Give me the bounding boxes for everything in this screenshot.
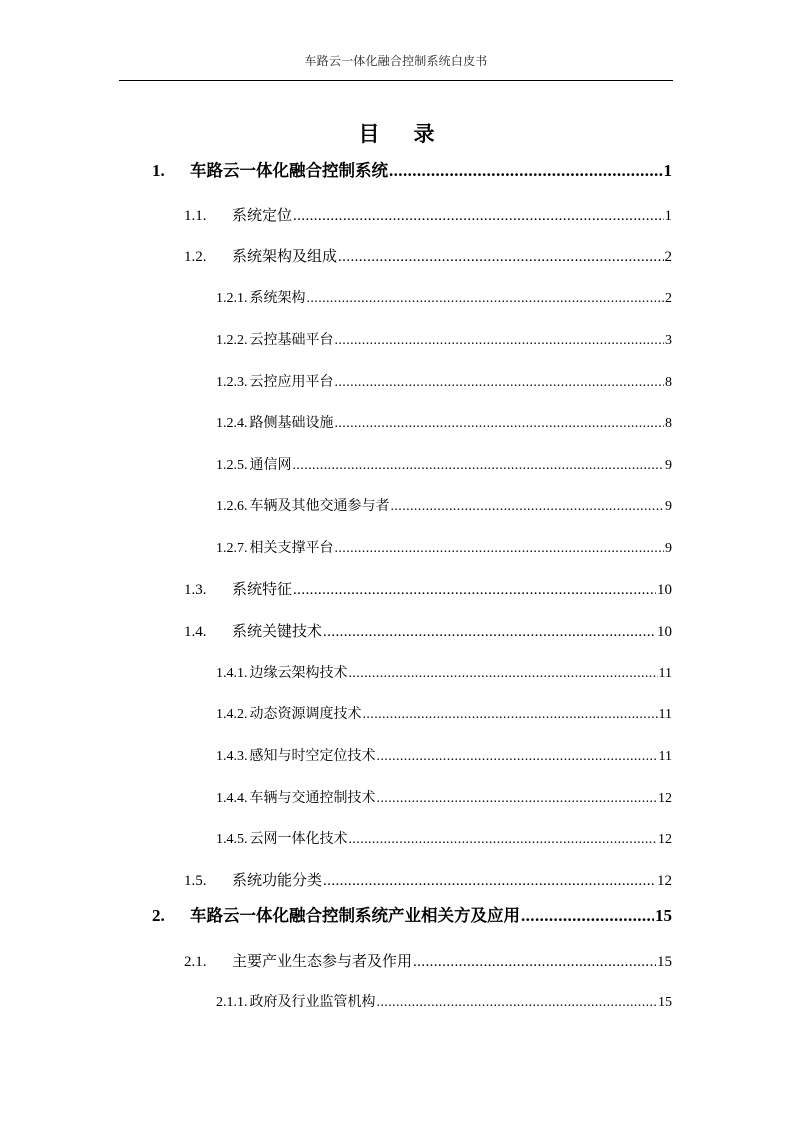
toc-entry-page: 15 — [655, 906, 672, 925]
toc-entry[interactable] — [216, 371, 672, 391]
toc-dot-leader — [349, 832, 658, 848]
toc-dot-leader — [335, 375, 665, 391]
toc-dot-leader — [335, 541, 665, 557]
toc-entry-page: 15 — [658, 995, 672, 1010]
toc-entry-page: 8 — [665, 416, 672, 431]
toc-dot-leader — [389, 161, 663, 181]
toc-entry-number: 1.2.1. — [216, 291, 248, 306]
toc-entry-label: 车路云一体化融合控制系统 — [190, 161, 388, 180]
toc-entry-number: 2.1. — [184, 954, 207, 970]
toc-entry-number: 1.2.3. — [216, 375, 248, 390]
toc-dot-leader — [377, 995, 658, 1011]
toc-dot-leader — [377, 749, 658, 765]
toc-entry-number: 1.4. — [184, 624, 207, 640]
header-divider — [119, 80, 673, 81]
toc-entry-label: 边缘云架构技术 — [249, 665, 348, 681]
toc-entry-page: 2 — [664, 249, 672, 265]
toc-entry-label: 系统架构及组成 — [232, 247, 338, 265]
toc-entry-page: 11 — [658, 666, 672, 681]
toc-entry-page: 10 — [657, 582, 672, 598]
toc-entry-label: 路侧基础设施 — [249, 415, 334, 431]
toc-entry-number: 1.4.4. — [216, 791, 248, 806]
toc-entry[interactable] — [184, 620, 672, 641]
toc-entry[interactable] — [216, 412, 672, 432]
toc-entry[interactable] — [184, 869, 672, 890]
toc-entry[interactable] — [216, 787, 672, 807]
toc-entry-label: 系统定位 — [232, 206, 293, 224]
toc-dot-leader — [335, 416, 665, 432]
toc-entry-label: 动态资源调度技术 — [249, 706, 362, 722]
toc-entry-page: 12 — [658, 791, 672, 806]
toc-entry-number: 1.4.1. — [216, 666, 248, 681]
toc-entry-label: 政府及行业监管机构 — [249, 994, 376, 1010]
toc-entry-page: 1 — [663, 161, 672, 180]
toc-entry[interactable] — [216, 745, 672, 765]
toc-entry-label: 系统功能分类 — [232, 871, 323, 889]
toc-entry-number: 1.4.5. — [216, 832, 248, 847]
toc-entry-page: 12 — [657, 873, 672, 889]
toc-entry-label: 系统特征 — [232, 580, 293, 598]
toc-entry[interactable] — [152, 902, 672, 926]
toc-entry[interactable] — [216, 454, 672, 474]
toc-dot-leader — [323, 873, 656, 890]
toc-title-left: 目 — [358, 122, 380, 146]
toc-entry-page: 9 — [665, 541, 672, 556]
toc-entry[interactable] — [216, 537, 672, 557]
toc-entry-number: 1.2.6. — [216, 499, 248, 514]
toc-entry[interactable] — [216, 329, 672, 349]
toc-title-right: 录 — [413, 122, 435, 146]
toc-entry-page: 9 — [665, 499, 672, 514]
toc-entry-label: 相关支撑平台 — [249, 540, 334, 556]
toc-entry-number: 2. — [152, 906, 165, 925]
toc-entry-number: 1.4.2. — [216, 707, 248, 722]
toc-entry[interactable] — [216, 828, 672, 848]
toc-entry-number: 1.4.3. — [216, 749, 248, 764]
toc-entry-page: 3 — [665, 333, 672, 348]
toc-entry[interactable] — [184, 204, 672, 225]
toc-entry-number: 1.3. — [184, 582, 207, 598]
toc-entry-label: 主要产业生态参与者及作用 — [232, 952, 413, 970]
toc-entry-number: 1.2.2. — [216, 333, 248, 348]
toc-dot-leader — [349, 666, 658, 682]
toc-entry-page: 1 — [664, 208, 672, 224]
toc-entry[interactable] — [216, 662, 672, 682]
toc-entry-number: 2.1.1. — [216, 995, 248, 1010]
toc-entry-number: 1.2. — [184, 249, 207, 265]
toc-dot-leader — [338, 249, 663, 266]
toc-entry-label: 云控基础平台 — [249, 332, 334, 348]
toc-entry-number: 1. — [152, 161, 165, 180]
toc-entry-label: 车路云一体化融合控制系统产业相关方及应用 — [190, 906, 520, 925]
toc-entry-label: 云控应用平台 — [249, 374, 334, 390]
toc-entry-label: 系统架构 — [249, 290, 306, 306]
toc-entry-label: 感知与时空定位技术 — [249, 748, 376, 764]
toc-dot-leader — [363, 707, 658, 723]
toc-entry[interactable] — [184, 245, 672, 266]
toc-entry-number: 1.2.4. — [216, 416, 248, 431]
toc-dot-leader — [307, 291, 665, 307]
toc-entry-page: 12 — [658, 832, 672, 847]
toc-entry-label: 云网一体化技术 — [249, 831, 348, 847]
toc-entry-page: 8 — [665, 375, 672, 390]
toc-entry-label: 车辆及其他交通参与者 — [249, 498, 390, 514]
toc-dot-leader — [293, 458, 665, 474]
toc-entry-number: 1.2.5. — [216, 458, 248, 473]
toc-entry-page: 10 — [657, 624, 672, 640]
toc-entry[interactable] — [152, 157, 672, 181]
toc-entry[interactable] — [216, 495, 672, 515]
toc-entry[interactable] — [216, 287, 672, 307]
toc-entry[interactable] — [184, 578, 672, 599]
toc-entry-number: 1.5. — [184, 873, 207, 889]
toc-entry[interactable] — [216, 703, 672, 723]
toc-dot-leader — [293, 208, 663, 225]
toc-entry-number: 1.1. — [184, 208, 207, 224]
toc-entry-page: 15 — [657, 954, 672, 970]
toc-entry[interactable] — [184, 950, 672, 971]
toc-entry-label: 车辆与交通控制技术 — [249, 790, 376, 806]
toc-dot-leader — [521, 906, 654, 926]
toc-entry-label: 通信网 — [249, 457, 292, 473]
toc-entry-number: 1.2.7. — [216, 541, 248, 556]
running-header: 车路云一体化融合控制系统白皮书 — [304, 54, 488, 68]
toc-dot-leader — [293, 582, 656, 599]
toc-entry-page: 2 — [665, 291, 672, 306]
toc-dot-leader — [323, 624, 656, 641]
toc-entry-page: 11 — [658, 749, 672, 764]
toc-dot-leader — [335, 333, 665, 349]
toc-entry-label: 系统关键技术 — [232, 622, 323, 640]
toc-dot-leader — [413, 954, 656, 971]
toc-title — [0, 118, 793, 148]
toc-entry-page: 9 — [665, 458, 672, 473]
toc-entry-page: 11 — [658, 707, 672, 722]
toc-dot-leader — [377, 791, 658, 807]
toc-dot-leader — [391, 499, 665, 515]
toc-entry[interactable] — [216, 991, 672, 1011]
